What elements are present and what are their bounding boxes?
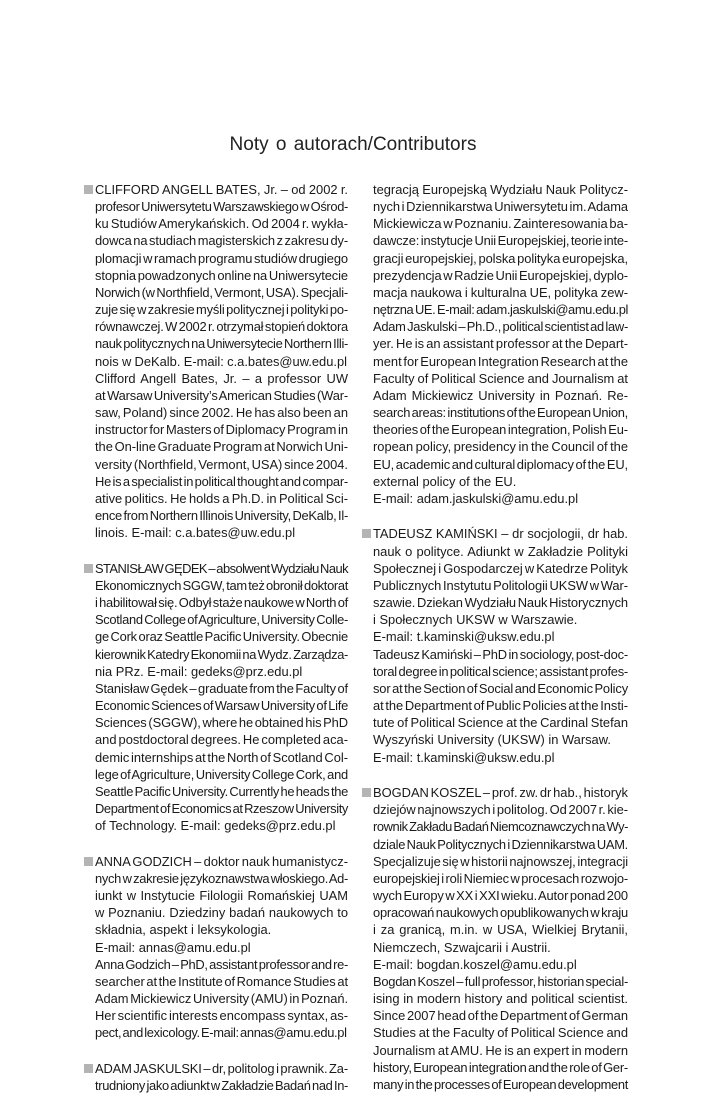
text-line: Niemczech, Szwajcarii i Austrii. — [373, 939, 551, 955]
text-line: linois. E-mail: c.a.bates@uw.edu.pl — [95, 525, 296, 541]
text-line: EU, academic and cultural diplomacy of the EU, — [373, 456, 628, 472]
text-line: plomacji w ramach programu studiów drugiego — [95, 250, 348, 266]
text-line: Department of Economics at Rzeszow University — [95, 800, 348, 816]
bio-paragraph — [373, 318, 628, 490]
text-line: Społecznej i Gospodarczej w Katedrze Polityk — [373, 560, 628, 576]
text-line: ment for European Integration Research at the — [373, 353, 628, 369]
contributor-entry — [95, 560, 348, 835]
text-line: opracowań naukowych opublikowanych w kraju — [373, 905, 628, 921]
bio-paragraph — [95, 370, 348, 542]
bio-paragraph — [373, 490, 628, 507]
contributor-entry — [373, 525, 628, 765]
square-bullet-icon — [362, 788, 371, 797]
text-line: Adam Jaskulski – Ph.D., political scientist ad law- — [373, 319, 628, 335]
text-line: wych Europy w XX i XXI wieku. Autor ponad 200 — [373, 888, 628, 904]
text-line: ative politics. He holds a Ph.D. in Political Sci- — [95, 490, 348, 506]
text-line: Adam Mickiewicz University (AMU) in Poznań. — [95, 991, 348, 1007]
bio-paragraph — [95, 853, 348, 939]
text-line: external policy of the EU. — [373, 473, 517, 489]
text-line: Specjalizuje się w historii najnowszej, integracji — [373, 853, 628, 869]
bio-paragraph — [373, 525, 628, 628]
text-line: at the Department of Public Policies at the Insti- — [373, 698, 628, 714]
text-line: BOGDAN KOSZEL – prof. zw. dr hab., historyk — [373, 785, 628, 801]
square-bullet-icon — [84, 564, 93, 573]
text-line: nia PRz. E-mail: gedeks@prz.edu.pl — [95, 663, 303, 679]
text-line: szawie. Dziekan Wydziału Nauk Historycznych — [373, 595, 628, 611]
text-line: E-mail: adam.jaskulski@amu.edu.pl — [373, 490, 579, 506]
bio-paragraph — [373, 956, 628, 973]
text-line: stopnia powadzonych online na Uniwersytecie — [95, 267, 348, 283]
text-line: Clifford Angell Bates, Jr. – a professor UW — [95, 370, 348, 386]
text-line: iunkt w Instytucie Filologii Romańskiej UAM — [95, 888, 348, 904]
text-line: Wyszyński University (UKSW) in Warsaw. — [373, 732, 611, 748]
text-line: Since 2007 head of the Department of German — [373, 1008, 628, 1024]
square-bullet-icon — [84, 857, 93, 866]
left-column — [95, 181, 348, 1113]
text-line: i za granicą, m.in. w USA, Wielkiej Brytanii, — [373, 922, 628, 938]
bio-paragraph — [373, 181, 628, 318]
text-line: yer. He is an assistant professor at the Depart- — [373, 336, 628, 352]
text-line: profesor Uniwersytetu Warszawskiego w Ośrod- — [95, 199, 348, 215]
page-title: Noty o autorach/Contributors — [229, 134, 477, 155]
text-line: Bogdan Koszel – full professor, historian special- — [373, 973, 628, 989]
text-line: E-mail: t.kaminski@uksw.edu.pl — [373, 629, 555, 645]
text-line: Sciences (SGGW), where he obtained his PhD — [95, 715, 348, 731]
text-line: dziejów najnowszych i politolog. Od 2007 r. kie- — [373, 802, 628, 818]
text-line: versity (Northfield, Vermont, USA) since 2004. — [95, 456, 348, 472]
square-bullet-icon — [84, 185, 93, 194]
text-line: Journalism at AMU. He is an expert in modern — [373, 1042, 628, 1058]
text-line: składnia, aspekt i leksykologia. — [95, 922, 272, 938]
right-column — [373, 181, 628, 1111]
text-line: dziale Nauk Politycznych i Dziennikarstwa UAM. — [373, 836, 628, 852]
text-line: nętrzna UE. E-mail: adam.jaskulski@amu.edu.pl — [373, 302, 628, 318]
square-bullet-icon — [84, 1064, 93, 1073]
text-line: Publicznych Instytutu Politologii UKSW w War- — [373, 577, 628, 593]
text-line: saw, Poland) since 2002. He has also been an — [95, 405, 348, 421]
text-line: i Społecznych UKSW w Warszawie. — [373, 612, 578, 628]
text-line: kierownik Katedry Ekonomii na Wydz. Zarządza- — [95, 646, 348, 662]
text-line: Stanisław Gędek – graduate from the Faculty of — [95, 680, 348, 696]
text-line: lege of Agriculture, University College Cork, and — [95, 766, 348, 782]
text-line: dawcze: instytucje Unii Europejskiej, teorie inte- — [373, 233, 628, 249]
bio-paragraph — [95, 956, 348, 1042]
text-line: Studies at the Faculty of Political Science and — [373, 1025, 628, 1041]
text-line: searcher at the Institute of Romance Studies at — [95, 973, 348, 989]
text-line: Anna Godzich – PhD, assistant professor and re- — [95, 956, 348, 972]
text-line: instructor for Masters of Diplomacy Program in — [95, 422, 348, 438]
text-line: i habilitował się. Odbył staże naukowe w North of — [95, 595, 348, 611]
text-line: ropean policy, presidency in the Council of the — [373, 439, 628, 455]
text-line: the On-line Graduate Program at Norwich Uni- — [95, 439, 348, 455]
text-line: theories of the European integration, Polish Eu- — [373, 422, 628, 438]
text-line: E-mail: annas@amu.edu.pl — [95, 939, 251, 955]
text-line: Ekonomicznych SGGW, tam też obronił doktorat — [95, 577, 348, 593]
text-line: E-mail: bogdan.koszel@amu.edu.pl — [373, 956, 577, 972]
text-line: rownik Zakładu Badań Niemcoznawczych na Wy- — [373, 819, 628, 835]
bio-paragraph — [95, 1060, 348, 1094]
contributor-entry — [373, 784, 628, 1093]
contributor-entry — [95, 1060, 348, 1094]
square-bullet-icon — [362, 529, 371, 538]
text-line: search areas: institutions of the European Union, — [373, 405, 628, 421]
text-line: Seattle Pacific University. Currently he heads the — [95, 783, 348, 799]
text-line: Economic Sciences of Warsaw University of Life — [95, 698, 348, 714]
text-line: sor at the Section of Social and Economic Policy — [373, 680, 628, 696]
text-line: gracji europejskiej, polska polityka europejska, — [373, 250, 628, 266]
text-line: ence from Northern Illinois University, DeKalb, Il- — [95, 507, 348, 523]
text-line: ANNA GODZICH – doktor nauk humanistycz- — [95, 853, 348, 869]
text-line: Mickiewicza w Poznaniu. Zainteresowania ba- — [373, 216, 628, 232]
text-line: w Poznaniu. Dziedziny badań naukowych to — [95, 905, 348, 921]
contributor-entry — [373, 181, 628, 507]
bio-paragraph — [373, 749, 628, 766]
text-line: równawczej. W 2002 r. otrzymał stopień doktora — [95, 319, 348, 335]
text-line: many in the processes of European development — [373, 1076, 628, 1092]
text-line: ku Studiów Amerykańskich. Od 2004 r. wykła- — [95, 216, 348, 232]
text-line: of Technology. E-mail: gedeks@prz.edu.pl — [95, 818, 336, 834]
text-line: trudniony jako adiunkt w Zakładzie Badań nad In- — [95, 1078, 348, 1094]
text-line: E-mail: t.kaminski@uksw.edu.pl — [373, 749, 555, 765]
text-line: toral degree in political science; assistant profes- — [373, 663, 628, 679]
contributor-entry — [95, 181, 348, 541]
text-line: Tadeusz Kamiński – PhD in sociology, post-doc- — [373, 646, 628, 662]
text-line: nois w DeKalb. E-mail: c.a.bates@uw.edu.pl — [95, 353, 347, 369]
bio-paragraph — [373, 784, 628, 956]
text-line: tute of Political Science at the Cardinal Stefan — [373, 715, 628, 731]
text-line: ADAM JASKULSKI – dr, politolog i prawnik. Za- — [95, 1061, 348, 1076]
text-line: nauk o polityce. Adiunkt w Zakładzie Polityki — [373, 543, 628, 559]
bio-paragraph — [95, 181, 348, 370]
text-line: ising in modern history and political scientist. — [373, 991, 628, 1007]
text-line: history, European integration and the role of Ger- — [373, 1059, 628, 1075]
text-line: nych i Dziennikarstwa Uniwersytetu im. Adama — [373, 199, 628, 215]
bio-paragraph — [95, 680, 348, 834]
text-line: macja naukowa i kulturalna UE, polityka zew- — [373, 284, 628, 300]
bio-paragraph — [95, 939, 348, 956]
text-line: dowca na studiach magisterskich z zakresu dy- — [95, 233, 348, 249]
text-line: tegracją Europejską Wydziału Nauk Politycz- — [373, 182, 628, 197]
text-line: prezydencja w Radzie Unii Europejskiej, dyplo- — [373, 267, 628, 283]
text-line: europejskiej i roli Niemiec w procesach rozwojo- — [373, 870, 628, 886]
text-line: demic internships at the North of Scotland Col- — [95, 749, 348, 765]
text-line: Faculty of Political Science and Journalism at — [373, 370, 628, 386]
text-line: nych w zakresie językoznawstwa włoskiego. Ad- — [95, 870, 348, 886]
text-line: CLIFFORD ANGELL BATES, Jr. – od 2002 r. — [95, 182, 348, 197]
text-line: Her scientific interests encompass syntax, as- — [95, 1008, 348, 1024]
text-line: Scotland College of Agriculture, University Colle- — [95, 612, 348, 628]
text-line: Adam Mickiewicz University in Poznań. Re- — [373, 387, 628, 403]
text-line: and postdoctoral degrees. He completed aca- — [95, 732, 348, 748]
text-line: zuje się w zakresie myśli politycznej i polityki po- — [95, 302, 348, 318]
text-line: STANISŁAW GĘDEK – absolwent Wydziału Nauk — [95, 560, 348, 576]
bio-paragraph — [373, 628, 628, 645]
text-line: pect, and lexicology. E-mail: annas@amu.edu.pl — [95, 1025, 347, 1041]
text-line: He is a specialist in political thought and compar- — [95, 473, 348, 489]
text-line: nauk politycznych na Uniwersytecie Northern Illi- — [95, 336, 348, 352]
text-line: TADEUSZ KAMIŃSKI – dr socjologii, dr hab. — [373, 526, 628, 542]
text-line: Norwich (w Northfield, Vermont, USA). Specjali- — [95, 284, 348, 300]
bio-paragraph — [373, 646, 628, 749]
bio-paragraph — [95, 560, 348, 680]
text-line: ge Cork oraz Seattle Pacific University. Obecnie — [95, 629, 348, 645]
contributor-entry — [95, 853, 348, 1042]
text-line: at Warsaw University’s American Studies (War- — [95, 387, 348, 403]
bio-paragraph — [373, 973, 628, 1093]
